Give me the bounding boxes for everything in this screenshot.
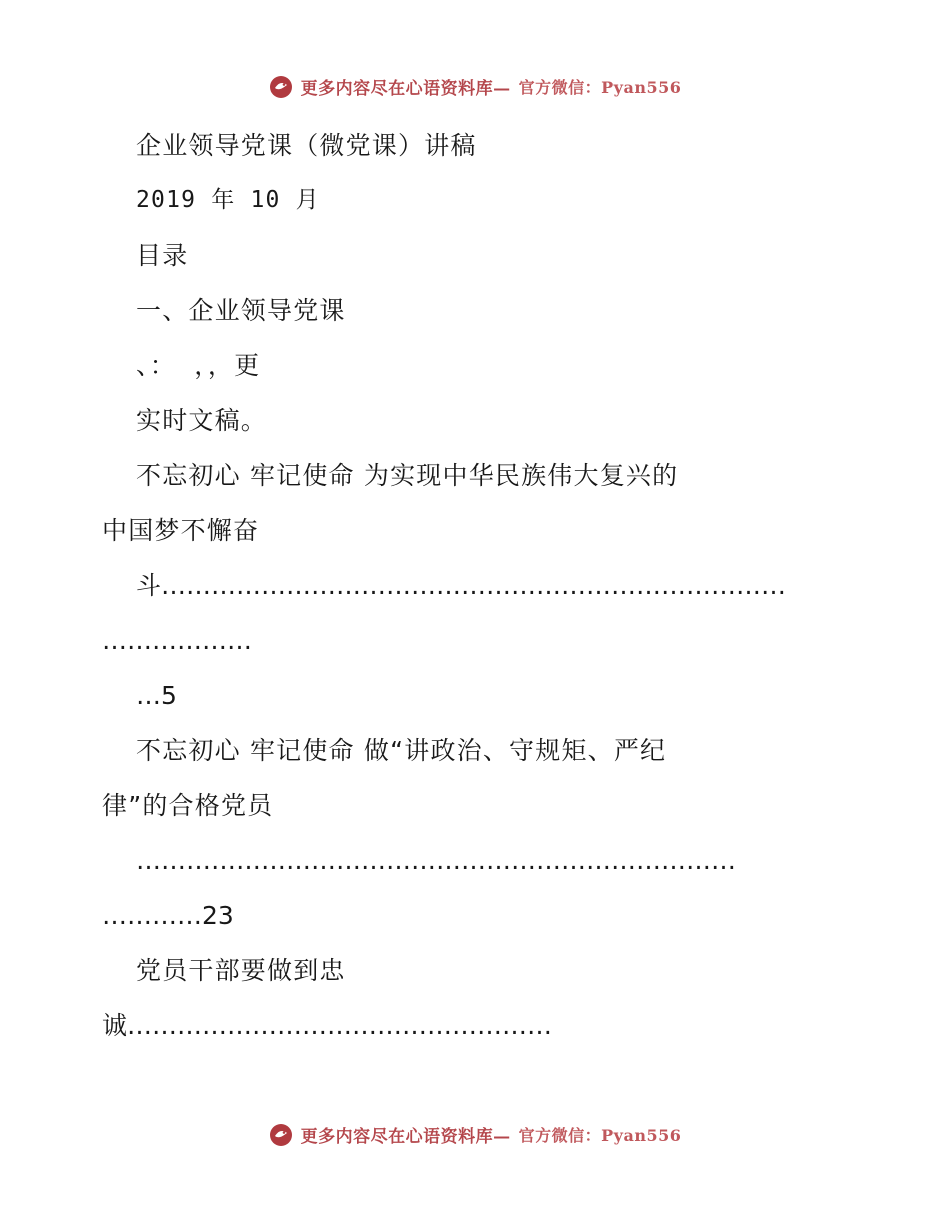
doc-title: 企业领导党课（微党课）讲稿	[136, 131, 477, 160]
toc-entry-3-leader: 诚……………………………………………	[102, 1011, 553, 1040]
toc-entry-2-line-2: 律”的合格党员	[102, 791, 274, 820]
doc-date: 2019 年 10 月	[136, 187, 320, 213]
watermark-text-secondary: 官方微信：Pyan556	[518, 78, 682, 97]
toc-item-2: 、： ，，更	[136, 351, 261, 380]
document-body	[102, 118, 862, 1053]
toc-entry-1-line-1: 不忘初心 牢记使命 为实现中华民族伟大复兴的	[136, 461, 679, 490]
toc-entry-1-leader-1: 斗…………………………………………………………………	[136, 571, 787, 600]
circle-badge-icon	[269, 1123, 293, 1147]
watermark-top	[0, 74, 950, 99]
toc-entry-2-leader-1: ………………………………………………………………	[136, 846, 736, 875]
toc-item-1: 一、企业领导党课	[136, 296, 346, 325]
watermark-text-main: 更多内容尽在心语资料库—	[300, 79, 511, 99]
toc-entry-1-page: …5	[136, 681, 177, 710]
toc-heading: 目录	[136, 241, 189, 270]
circle-badge-icon	[269, 75, 293, 99]
toc-entry-2-page: …………23	[102, 901, 234, 930]
watermark-text-secondary: 官方微信：Pyan556	[518, 1126, 682, 1145]
toc-item-3: 实时文稿。	[136, 406, 268, 435]
toc-entry-1-leader-2: ………………	[102, 626, 252, 655]
watermark-text-main: 更多内容尽在心语资料库—	[300, 1127, 511, 1147]
toc-entry-3-line-1: 党员干部要做到忠	[136, 956, 346, 985]
toc-entry-2-line-1: 不忘初心 牢记使命 做“讲政治、守规矩、严纪	[136, 736, 667, 765]
watermark-bottom	[0, 1122, 950, 1147]
toc-entry-1-line-2: 中国梦不懈奋	[102, 516, 260, 545]
